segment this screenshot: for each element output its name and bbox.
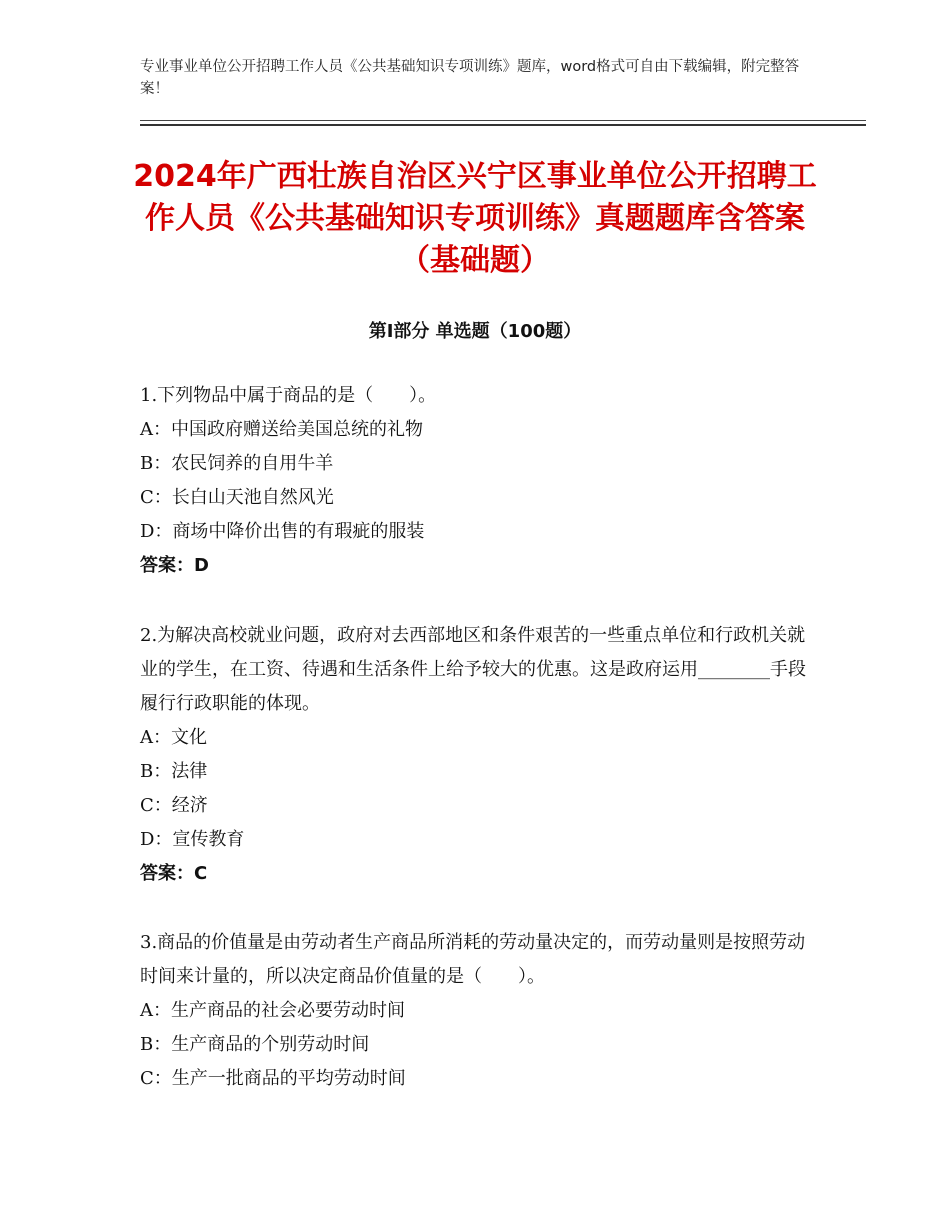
question-3 [140, 926, 810, 1096]
option-d: D：宣传教育 [140, 829, 245, 850]
option-c: C：长白山天池自然风光 [140, 487, 334, 508]
option-d: D：商场中降价出售的有瑕疵的服装 [140, 521, 425, 542]
answer-line: 答案：D [140, 555, 209, 576]
section-heading: 第I部分 单选题（100题） [368, 321, 582, 342]
document-title: 2024年广西壮族自治区兴宁区事业单位公开招聘工作人员《公共基础知识专项训练》真题题库含答案（基础题） [133, 159, 817, 278]
question-stem: 1.下列物品中属于商品的是（ ）。 [140, 385, 437, 406]
header-rule-top [140, 120, 866, 121]
option-a: A：中国政府赠送给美国总统的礼物 [140, 419, 423, 440]
option-a: A：文化 [140, 727, 207, 748]
option-c: C：生产一批商品的平均劳动时间 [140, 1068, 406, 1089]
header-rule-bottom [140, 124, 866, 126]
question-stem: 2.为解决高校就业问题，政府对去西部地区和条件艰苦的一些重点单位和行政机关就业的学生，在工资、待遇和生活条件上给予较大的优惠。这是政府运用________手段履行行政职能的体现。 [140, 625, 806, 714]
option-a: A：生产商品的社会必要劳动时间 [140, 1000, 405, 1021]
option-b: B：农民饲养的自用牛羊 [140, 453, 334, 474]
answer-line: 答案：C [140, 863, 208, 884]
question-1 [140, 379, 810, 583]
option-b: B：生产商品的个别劳动时间 [140, 1034, 370, 1055]
question-2 [140, 619, 810, 891]
header-note: 专业事业单位公开招聘工作人员《公共基础知识专项训练》题库，word格式可自由下载编辑，附完整答案！ [140, 59, 800, 97]
option-c: C：经济 [140, 795, 208, 816]
question-stem: 3.商品的价值量是由劳动者生产商品所消耗的劳动量决定的，而劳动量则是按照劳动时间来计量的，所以决定商品价值量的是（ ）。 [140, 932, 806, 987]
option-b: B：法律 [140, 761, 208, 782]
